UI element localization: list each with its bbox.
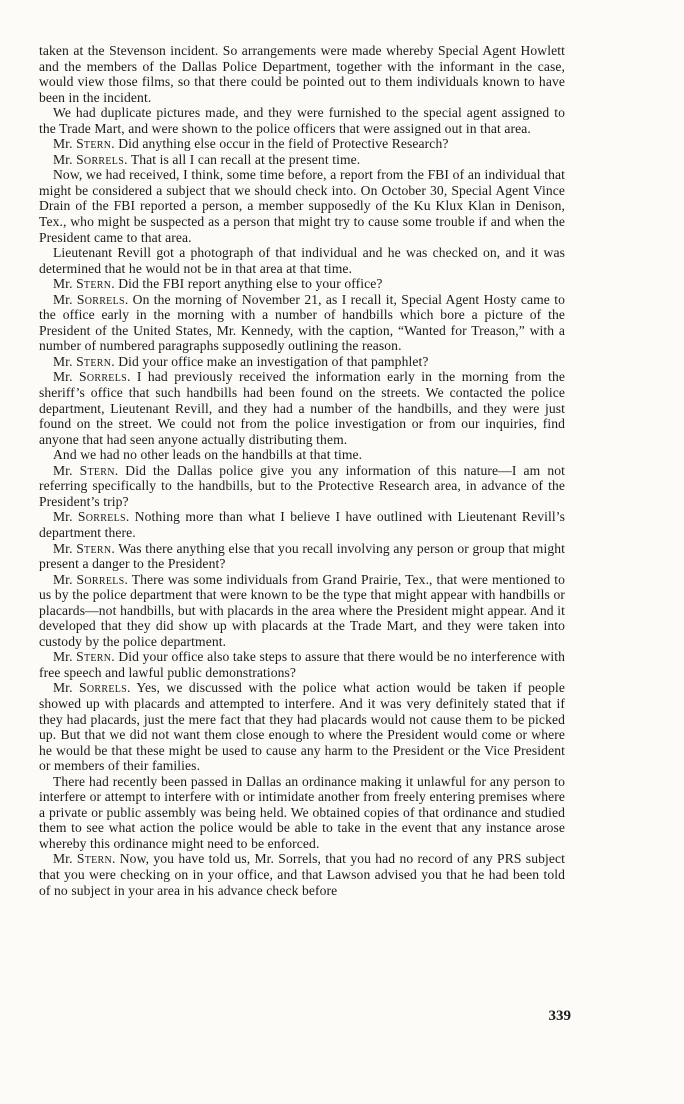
transcript-paragraph: We had duplicate pictures made, and they were furnished to the special agent assigned to the Trade Mart, and were shown to the police officers that were assigned out in that area. [39,105,565,136]
speaker-name: Sorrels [79,680,127,696]
speaker-name: Stern [76,649,112,665]
speaker-name: Sorrels [77,509,126,525]
transcript-paragraph: taken at the Stevenson incident. So arrangements were made whereby Special Agent Howlett and the members of the Dallas Police Department, together with the informant in the case, would view those films, so that there could be pointed out to them individuals known to have been in the incident. [39,43,565,105]
speaker-name: Sorrels [76,151,125,167]
transcript-paragraph-speech: Mr. Stern. Did your office make an investigation of that pamphlet? [53,353,429,369]
transcript-paragraph-speech: Mr. Sorrels. On the morning of November 21, as I recall it, Special Agent Hosty came to the office early in the morning with a number of handbills which bore a picture of the President of the United States, Mr. Kennedy, with the caption, “Wanted for Treason,” with a number of numbered paragraphs supposedly outlining the reason. [39,291,565,354]
transcript-paragraph-speech: Mr. Stern. Did anything else occur in the field of Protective Research? [53,136,449,152]
transcript-paragraph-speech: Mr. Sorrels. Nothing more than what I believe I have outlined with Lieutenant Revill’s department there. [39,509,565,540]
speaker-name: Sorrels [76,291,125,307]
speaker-name: Sorrels [76,571,125,587]
transcript-paragraph: There had recently been passed in Dallas an ordinance making it unlawful for any person to interfere or attempt to interfere with or intimidate another from freely entering premises where a private or public assembly was being held. We obtained copies of that ordinance and studied them to see what action the police would be able to take in the event that any instance arose whereby this ordinance might need to be enforced. [39,773,565,851]
speaker-name: Stern [76,276,112,292]
transcript-paragraph: And we had no other leads on the handbills at that time. [53,447,363,463]
transcript-paragraph-speech: Mr. Sorrels. Yes, we discussed with the police what action would be taken if people showed up with placards and attempted to interfere. And it was very definitely stated that if they had placards, just the mere fact that they had placards would not cause them to be picked up. But that we did not want them close enough to where the President would come or where he would be that these might be used to cause any harm to the President or the Vice President or members of their families. [39,680,565,774]
speaker-name: Stern [76,353,112,369]
page-text [39,43,565,898]
transcript-paragraph-speech: Mr. Stern. Did the FBI report anything else to your office? [53,276,383,292]
transcript-paragraph-speech: Mr. Stern. Did your office also take steps to assure that there would be no interference with free speech and lawful public demonstrations? [39,649,566,680]
transcript-paragraph-speech: Mr. Sorrels. That is all I can recall at the present time. [53,151,361,167]
transcript-paragraph: Now, we had received, I think, some time before, a report from the FBI of an individual that might be considered a subject that we should check into. On October 30, Special Agent Vince Drain of the FBI reported a person, a member supposedly of the Ku Klux Klan in Denison, Tex., who might be suspected as a person that might try to cause some trouble if and when the President came to that area. [39,167,565,245]
transcript-paragraph-speech: Mr. Sorrels. I had previously received the information early in the morning from the sheriff’s office that such handbills had been found on the streets. We contacted the police department, Lieutenant Revill, and they had a number of the handbills, and they were just found on the street. We could not from the police investigation or from our inquiries, find anyone that had seen anyone actually distributing them. [39,369,565,447]
speaker-name: Stern [79,462,115,478]
speaker-name: Sorrels [78,369,127,385]
transcript-paragraph-speech: Mr. Stern. Was there anything else that you recall involving any person or group that might present a danger to the President? [39,540,565,572]
transcript-paragraph: Lieutenant Revill got a photograph of that individual and he was checked on, and it was determined that he would not be in that area at that time. [39,245,565,276]
speaker-name: Stern [76,540,112,556]
page-number: 339 [548,1008,571,1024]
transcript-paragraph-speech: Mr. Stern. Did the Dallas police give you any information of this nature—I am not referring specifically to the handbills, but to the Protective Research area, in advance of the President’s trip? [39,462,565,509]
transcript-paragraph-speech: Mr. Stern. Now, you have told us, Mr. Sorrels, that you had no record of any PRS subject that you were checking on in your office, and that Lawson advised you that he had been told of no subject in your area in his advance check before [39,851,566,898]
speaker-name: Stern [76,136,112,152]
speaker-name: Stern [76,851,112,867]
transcript-paragraph-speech: Mr. Sorrels. There was some individuals from Grand Prairie, Tex., that were mentioned to us by the police department that were known to be the type that might appear with handbills or placards—not handbills, but with placards in the area where the President might appear. And it developed that they did show up with placards at the Trade Mart, and they were taken into custody by the police department. [39,571,566,649]
